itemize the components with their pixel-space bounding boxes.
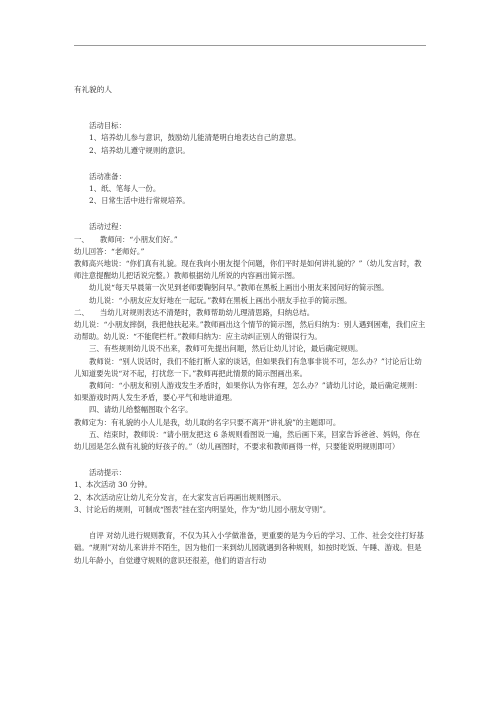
process-paragraph: 教师定为：有礼貌的小人儿是我，幼儿取的名字只要不离开“讲礼貌”的主题即可。 — [74, 417, 341, 427]
process-paragraph: 教师高兴地说：“你们真有礼貌。现在我向小朋友提个问题，你们平时是如何讲礼貌的？”（幼儿发言时，教师注意提醒幼儿把话说完整。）教师根据幼儿所说的内容画出简示图。 — [74, 259, 422, 281]
goal-item: 1、培养幼儿参与意识，鼓励幼儿能清楚明白地表达自己的意思。 — [89, 133, 301, 143]
tip-item: 1、本次活动 30 分钟。 — [74, 480, 152, 490]
process-step-4: 四、请幼儿给整幅图取个名字。 — [89, 405, 193, 415]
process-paragraph: 教师说：“别人说话时，我们不能打断人家的谈话，但如果我们有急事非说不可，怎么办？”讨论后让幼儿知道要先说“对不起，打扰您一下。”教师再把此情景的简示图画出来。 — [74, 356, 422, 378]
tip-item: 2、本次活动应让幼儿充分发言，在大家发言后再画出规则图示。 — [74, 492, 286, 502]
tips-heading: 活动提示： — [89, 468, 126, 478]
prep-heading: 活动准备： — [89, 171, 126, 181]
goal-item: 2、培养幼儿遵守规则的意识。 — [89, 145, 190, 155]
prep-item: 1、纸、笔每人一份。 — [89, 184, 161, 194]
process-step-1: 一、 教师问：“小朋友们好。” — [74, 234, 178, 244]
process-paragraph: 幼儿说：“小朋友摔倒，我把他扶起来。”教师画出这个情节的简示图，然后归纳为：别人遇到困难，我们应主动帮助。幼儿说：“不能爬栏杆。”教师归纳为：应主动纠正别人的错误行为。 — [74, 320, 426, 342]
prep-item: 2、日常生活中进行常规培养。 — [89, 196, 190, 206]
process-section — [74, 221, 426, 453]
process-step-2: 二、 当幼儿对规则表达不清楚时，教师帮助幼儿理清思路，归纳总结。 — [74, 307, 315, 317]
process-heading: 活动过程： — [89, 222, 126, 232]
header-rule — [74, 45, 426, 46]
process-paragraph: 幼儿说“每天早晨第一次见到老师要鞠躬问早。”教师在黑板上画出小朋友来园问好的简示图。 — [89, 283, 389, 293]
reflection-paragraph: 自评 对幼儿进行规则教育，不仅为其入小学做准备，更重要的是为今后的学习、工作、社会交往打好基础。“规则”对幼儿来讲并不陌生，因为他们一来到幼儿园就遇到各种规则，如按时吃饭、午睡、游戏。但是幼儿年龄小，自觉遵守规则的意识还很差，他们的语言行动 — [74, 531, 424, 565]
goals-section — [74, 120, 426, 157]
child-reply: 幼儿回答：“老师好。” — [74, 246, 145, 256]
tip-item: 3、讨论后的规则，可制成“图表”挂在室内明显处，作为“幼儿园小朋友守则”。 — [74, 504, 331, 514]
process-paragraph: 教师问：“小朋友和别人游戏发生矛盾时，如果你认为你有理，怎么办？”请幼儿讨论，最后确定规则：如果游戏时两人发生矛盾，要心平气和地讲道理。 — [74, 381, 422, 403]
tips-section — [74, 467, 426, 516]
prep-section — [74, 171, 426, 208]
document-body — [74, 84, 426, 567]
process-paragraph: 幼儿说：“小朋友应友好地在一起玩。”教师在黑板上画出小朋友手拉手的简示图。 — [89, 295, 352, 305]
goals-heading: 活动目标： — [89, 121, 126, 131]
document-title: 有礼貌的人 — [74, 85, 112, 94]
process-step-5: 五、结束时，教师说：“请小朋友把这 6 条规则看图说一遍，然后画下来，回家告诉爸爸、妈妈，你在幼儿园是怎么做有礼貌的好孩子的。”（幼儿画图时，不要求和教师画得一样，只要能说明规则即可） — [74, 429, 420, 452]
process-step-3: 三、有些规则幼儿说不出来，教师可先提出问题，然后让幼儿讨论，最后确定规则。 — [89, 344, 363, 354]
